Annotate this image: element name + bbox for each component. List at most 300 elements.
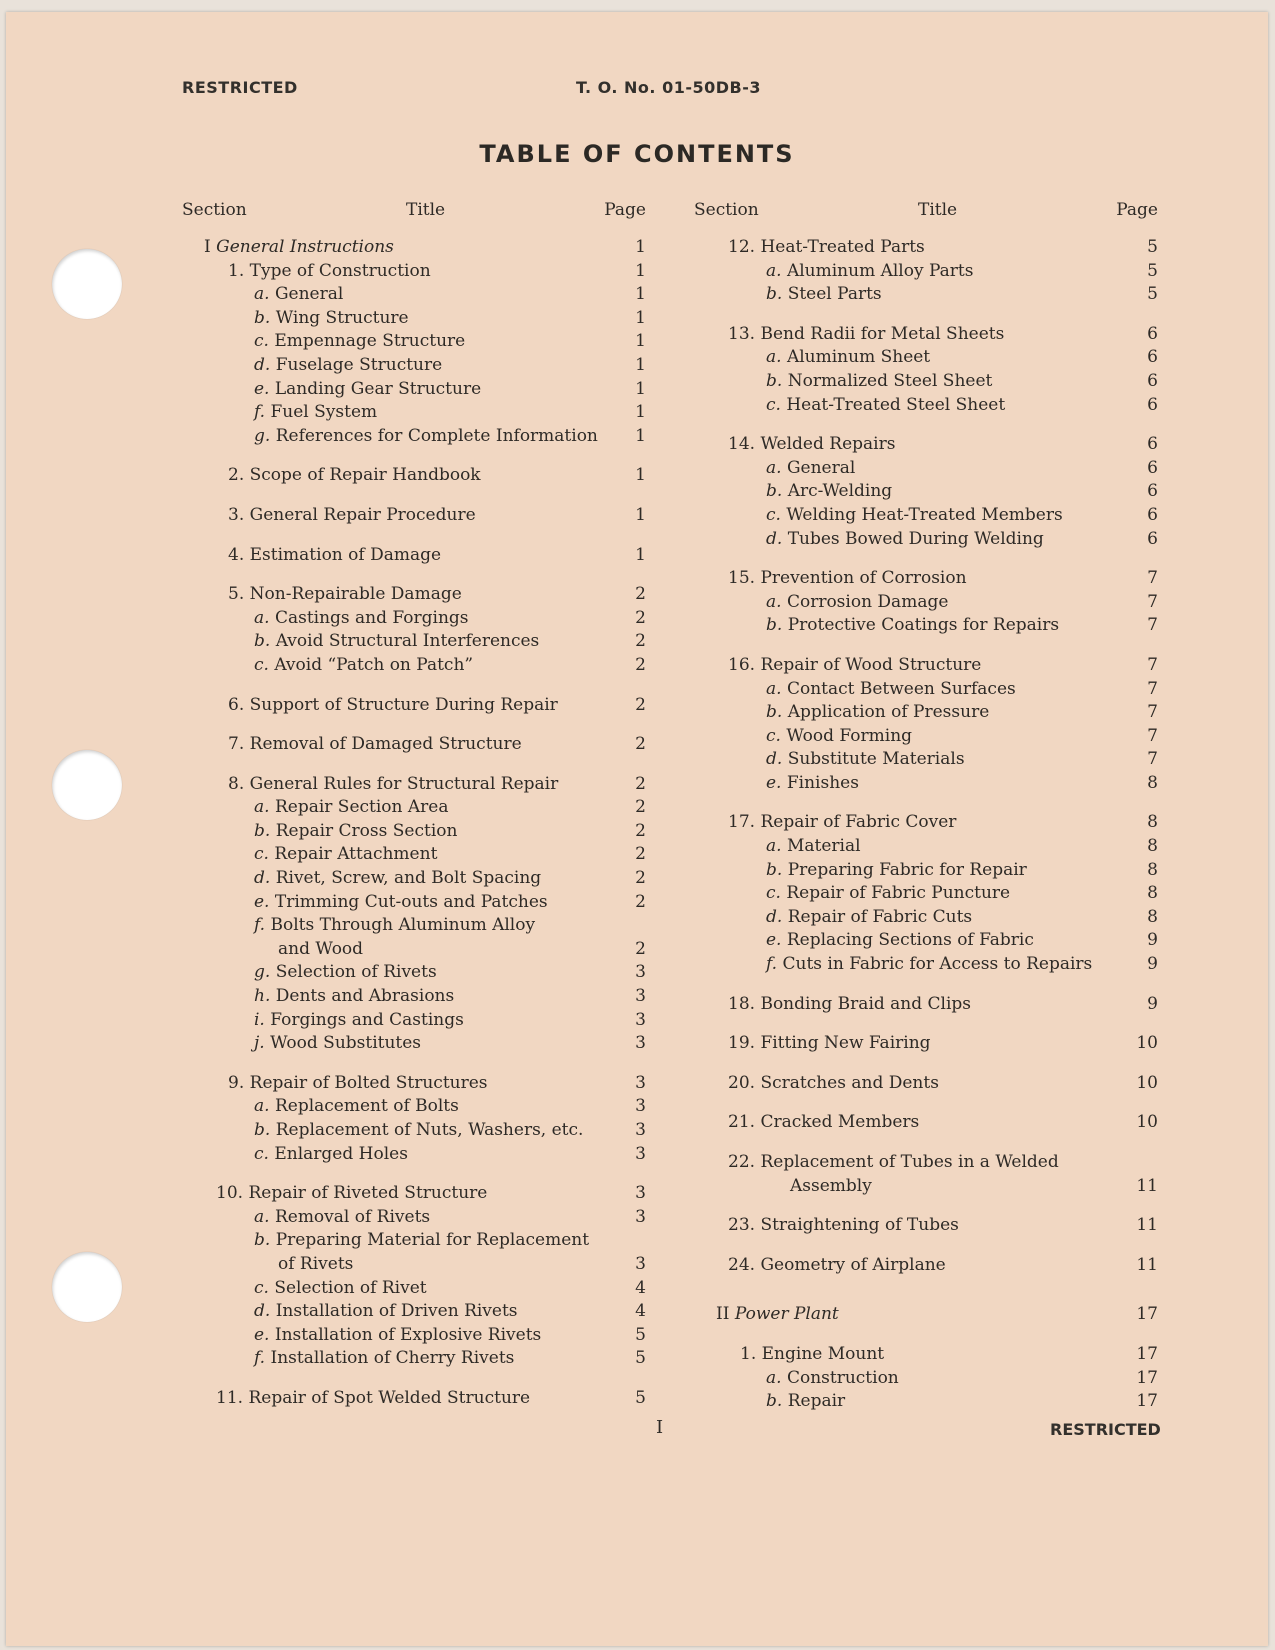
toc-entry-number: a. <box>254 607 270 628</box>
toc-entry-text <box>254 378 481 402</box>
toc-entry-title: Repair of Fabric Cover <box>760 812 957 833</box>
toc-entry <box>694 1390 1158 1414</box>
toc-entry-text <box>766 906 972 930</box>
toc-entry-number: c. <box>254 844 269 865</box>
toc-entry-page: 7 <box>1147 725 1158 746</box>
toc-entry-number: h. <box>254 986 271 1007</box>
toc-entry-page: 6 <box>1147 481 1158 502</box>
toc-entry-page: 9 <box>1147 954 1158 975</box>
binder-hole <box>52 1252 122 1322</box>
toc-entry-number: b. <box>254 820 271 841</box>
toc-entry <box>182 630 646 654</box>
toc-entry <box>694 929 1158 953</box>
toc-entry-text <box>254 1206 430 1230</box>
toc-entry-number: 2. <box>228 465 245 486</box>
toc-entry-title: Substitute Materials <box>787 749 965 770</box>
toc-entry <box>182 985 646 1009</box>
page-folio: I <box>656 1417 664 1438</box>
toc-entry-text <box>254 985 454 1009</box>
binder-hole <box>52 249 122 319</box>
toc-entry-title: Installation of Cherry Rivets <box>270 1348 515 1369</box>
toc-entry-number: j. <box>254 1033 265 1054</box>
column-headers <box>182 200 646 236</box>
toc-entry-page: 7 <box>1147 678 1158 699</box>
toc-entry-text <box>278 1253 353 1277</box>
toc-entry-text <box>254 1229 589 1253</box>
toc-entry-title: Corrosion Damage <box>786 591 949 612</box>
toc-entry-title: Engine Mount <box>761 1343 885 1364</box>
toc-entry <box>182 1095 646 1119</box>
toc-entry-text <box>766 457 855 481</box>
toc-entry-page: 1 <box>635 284 646 305</box>
toc-entry-text <box>728 1072 939 1096</box>
header-title: Title <box>918 200 958 220</box>
toc-entry-page: 7 <box>1147 615 1158 636</box>
toc-entry-text <box>728 1254 946 1278</box>
toc-entry-text <box>728 1151 1059 1175</box>
toc-entry <box>694 457 1158 481</box>
toc-entry-text <box>254 867 541 891</box>
toc-entry-title: Bonding Braid and Clips <box>760 993 972 1014</box>
toc-entry-text <box>228 544 441 568</box>
toc-entry-text <box>728 433 895 457</box>
toc-entry-title: Repair of Riveted Structure <box>248 1183 488 1204</box>
toc-entry-title: Rivet, Screw, and Bolt Spacing <box>275 868 542 889</box>
toc-entry <box>694 433 1158 457</box>
toc-entry-page: 2 <box>635 797 646 818</box>
toc-entry-title: Scratches and Dents <box>760 1072 939 1093</box>
toc-entry <box>694 591 1158 615</box>
toc-entry-page: 1 <box>635 354 646 375</box>
toc-entry <box>182 1324 646 1348</box>
toc-entry-page: 2 <box>635 938 646 959</box>
toc-entry-page: 5 <box>635 1387 646 1408</box>
toc-entry-page: 11 <box>1136 1254 1158 1275</box>
toc-entry-page: 1 <box>635 425 646 446</box>
toc-entry-text <box>766 772 859 796</box>
toc-entry-page: 3 <box>635 986 646 1007</box>
toc-entry-number: 8. <box>228 773 245 794</box>
toc-entry-number: 21. <box>728 1112 756 1133</box>
toc-entry-title: Castings and Forgings <box>274 607 469 628</box>
toc-entry-number: d. <box>766 906 783 927</box>
toc-entry-text <box>766 882 1010 906</box>
toc-entry <box>182 773 646 797</box>
toc-entry-page: 3 <box>635 1253 646 1274</box>
toc-entry-title: Replacement of Bolts <box>274 1096 459 1117</box>
toc-entry <box>182 378 646 402</box>
toc-entry <box>182 733 646 757</box>
toc-entry-page: 10 <box>1136 1072 1158 1093</box>
toc-entry <box>182 1253 646 1277</box>
toc-entry-number: a. <box>766 678 782 699</box>
toc-entry-title: Aluminum Sheet <box>786 347 931 368</box>
header-page: Page <box>604 200 646 220</box>
toc-entry-text <box>728 993 971 1017</box>
toc-entry-text <box>728 1111 919 1135</box>
header-classification: RESTRICTED <box>182 78 298 97</box>
toc-entry-title: General <box>274 284 344 305</box>
toc-entry-number: a. <box>766 1367 782 1388</box>
toc-entry <box>694 236 1158 260</box>
toc-entry <box>694 701 1158 725</box>
toc-entry-number: a. <box>254 797 270 818</box>
toc-entry-text <box>728 1214 959 1238</box>
toc-entry-title: Welded Repairs <box>760 434 896 455</box>
toc-entry-text <box>254 1347 514 1371</box>
toc-entry-number: a. <box>766 347 782 368</box>
toc-entry-page: 2 <box>635 694 646 715</box>
toc-entry-text <box>254 1009 464 1033</box>
toc-entry-title: Heat-Treated Steel Sheet <box>786 394 1006 415</box>
toc-entry-page: 8 <box>1147 812 1158 833</box>
toc-entry-text <box>254 307 409 331</box>
toc-entry-number: b. <box>766 859 783 880</box>
toc-entry-title: Repair <box>787 1391 846 1412</box>
toc-entry-number: e. <box>254 1324 270 1345</box>
toc-entry-title: Tubes Bowed During Welding <box>787 528 1044 549</box>
toc-entry-number: a. <box>766 836 782 857</box>
toc-entry-text <box>228 260 431 284</box>
toc-entry-title: Construction <box>786 1367 899 1388</box>
toc-entry-page: 3 <box>635 1206 646 1227</box>
toc-entry-page: 5 <box>635 1324 646 1345</box>
toc-entry-title: Dents and Abrasions <box>275 986 455 1007</box>
toc-entry <box>694 567 1158 591</box>
toc-entry-text <box>254 654 473 678</box>
toc-entry-page: 1 <box>635 378 646 399</box>
toc-entry-text <box>766 835 861 859</box>
toc-entry-page: 7 <box>1147 568 1158 589</box>
toc-entry-title: Fuselage Structure <box>275 354 443 375</box>
toc-entry-page: 2 <box>635 631 646 652</box>
toc-entry-page: 9 <box>1147 930 1158 951</box>
toc-entry-page: 17 <box>1136 1391 1158 1412</box>
toc-entry-number: g. <box>254 962 271 983</box>
toc-entry-text <box>766 504 1063 528</box>
toc-entry-page: 7 <box>1147 654 1158 675</box>
toc-entry-number: a. <box>766 591 782 612</box>
toc-entry-number: f. <box>254 915 266 936</box>
toc-entry-number: e. <box>766 772 782 793</box>
toc-entry-page: 11 <box>1136 1175 1158 1196</box>
toc-entry-text <box>728 567 967 591</box>
toc-entry-page: 7 <box>1147 702 1158 723</box>
toc-entry-text <box>790 1175 872 1199</box>
toc-entry-page: 3 <box>635 1096 646 1117</box>
toc-entry-text <box>766 953 1092 977</box>
toc-entry-number: b. <box>766 481 783 502</box>
toc-entry-text <box>254 330 465 354</box>
toc-entry-title: Avoid “Patch on Patch” <box>274 654 474 675</box>
toc-entry-title: Contact Between Surfaces <box>786 678 1016 699</box>
toc-entry-page: 2 <box>635 868 646 889</box>
toc-entry-text <box>766 859 1027 883</box>
toc-entry-page: 2 <box>635 844 646 865</box>
toc-entry-text <box>216 1182 487 1206</box>
toc-entry-number: 1. <box>740 1343 757 1364</box>
toc-entry <box>182 938 646 962</box>
toc-entry <box>182 1182 646 1206</box>
toc-entry-title: Installation of Explosive Rivets <box>274 1324 542 1345</box>
toc-entry-page: 3 <box>635 1120 646 1140</box>
toc-entry-text <box>766 1390 845 1414</box>
toc-entry <box>694 528 1158 552</box>
toc-entry-page: 8 <box>1147 906 1158 927</box>
toc-entry <box>182 1143 646 1167</box>
toc-entry-number: 24. <box>728 1254 756 1275</box>
toc-entry-number: c. <box>254 1143 269 1164</box>
toc-entry-number: a. <box>766 457 782 478</box>
toc-entry-title: Protective Coatings for Repairs <box>787 615 1060 636</box>
toc-entry <box>182 1206 646 1230</box>
toc-entry-page: 8 <box>1147 859 1158 880</box>
toc-entry-title: Geometry of Airplane <box>760 1254 946 1275</box>
toc-entry-text <box>228 504 476 528</box>
toc-entry-page: 9 <box>1147 993 1158 1014</box>
toc-entry-text <box>254 1277 427 1301</box>
toc-entry-text <box>728 323 1004 347</box>
toc-entry-text <box>254 843 437 867</box>
toc-entry <box>182 283 646 307</box>
toc-entry-page: 2 <box>635 584 646 605</box>
toc-entry-number: e. <box>254 378 270 399</box>
toc-entry-page: 5 <box>1147 260 1158 281</box>
toc-entry <box>182 961 646 985</box>
toc-entry-title: General Instructions <box>216 237 394 257</box>
toc-entry-number: c. <box>254 654 269 675</box>
document-page <box>6 12 1268 1646</box>
toc-entry-page: 1 <box>635 237 646 257</box>
toc-entry-number: 23. <box>728 1215 756 1236</box>
toc-entry-number: b. <box>766 370 783 391</box>
toc-entry <box>694 480 1158 504</box>
toc-entry-number: 10. <box>216 1183 244 1204</box>
toc-entry-text <box>728 1032 931 1056</box>
toc-entry <box>182 236 646 260</box>
toc-entry-page: 1 <box>635 544 646 565</box>
toc-entry-text <box>254 401 377 425</box>
toc-entry-number: 4. <box>228 544 245 565</box>
toc-entry-text <box>216 1387 530 1411</box>
toc-entry-title: References for Complete Information <box>275 425 598 446</box>
toc-entry-text <box>728 811 956 835</box>
toc-entry-text <box>254 961 437 985</box>
toc-entry-text <box>228 464 481 488</box>
toc-entry <box>694 906 1158 930</box>
toc-entry <box>182 654 646 678</box>
toc-entry-number: 19. <box>728 1033 756 1054</box>
toc-entry-page: 3 <box>635 1183 646 1204</box>
toc-entry-text <box>254 283 343 307</box>
column-headers <box>694 200 1158 236</box>
toc-entry <box>694 1175 1158 1199</box>
header-title: Title <box>406 200 446 220</box>
toc-entry-title: Empennage Structure <box>274 331 466 352</box>
toc-entry-number: b. <box>254 631 271 652</box>
toc-entry <box>182 1277 646 1301</box>
toc-entry-page: 8 <box>1147 836 1158 857</box>
toc-entry-page: 8 <box>1147 883 1158 904</box>
toc-entry-title: Avoid Structural Interferences <box>275 631 540 652</box>
toc-entry <box>694 614 1158 638</box>
toc-entry-page: 6 <box>1147 434 1158 455</box>
toc-entry-text <box>254 354 442 378</box>
toc-entry <box>694 772 1158 796</box>
toc-entry-title: Repair Attachment <box>274 844 438 865</box>
toc-entry <box>182 1229 646 1253</box>
toc-entry-title: General <box>786 457 856 478</box>
toc-entry <box>182 504 646 528</box>
toc-entry <box>694 1111 1158 1135</box>
toc-entry-title: General Repair Procedure <box>249 504 476 525</box>
toc-entry-page: 7 <box>1147 749 1158 770</box>
toc-entry-page: 11 <box>1136 1215 1158 1236</box>
toc-entry-title: Landing Gear Structure <box>274 378 482 399</box>
toc-entry-number: d. <box>254 354 271 375</box>
toc-entry-number: e. <box>254 891 270 912</box>
toc-entry-title: Repair Section Area <box>274 797 449 818</box>
header-page: Page <box>1116 200 1158 220</box>
toc-entry <box>182 1387 646 1411</box>
toc-entry <box>182 307 646 331</box>
toc-entry-number: g. <box>254 425 271 446</box>
toc-entry <box>182 464 646 488</box>
toc-entry-title: Finishes <box>786 772 859 793</box>
toc-entry-text <box>278 938 363 962</box>
toc-entry-number: 7. <box>228 734 245 755</box>
toc-entry-text <box>766 701 989 725</box>
toc-entry <box>694 835 1158 859</box>
toc-entry-title: Type of Construction <box>249 260 431 281</box>
toc-entry-number: a. <box>254 1206 270 1227</box>
toc-entry-number: b. <box>766 1391 783 1412</box>
header-section: Section <box>182 200 247 220</box>
toc-entry-text <box>254 607 469 631</box>
toc-entry-text <box>228 733 522 757</box>
toc-entry-page: 2 <box>635 607 646 628</box>
toc-entry-text <box>766 346 930 370</box>
toc-entry <box>694 370 1158 394</box>
toc-entry-page: 6 <box>1147 457 1158 478</box>
toc-entry <box>694 283 1158 307</box>
toc-entry-page: 7 <box>1147 591 1158 612</box>
toc-entry <box>694 323 1158 347</box>
toc-entry-text <box>766 678 1016 702</box>
toc-entry <box>182 843 646 867</box>
toc-entry-title: Preparing Material for Replacement <box>275 1230 590 1251</box>
toc-entry-title: Power Plant <box>734 1304 839 1325</box>
toc-entry-text <box>728 654 981 678</box>
toc-entry-number: 14. <box>728 434 756 455</box>
toc-entry-page: 17 <box>1136 1343 1158 1364</box>
toc-entry <box>182 914 646 938</box>
toc-entry-title: Prevention of Corrosion <box>760 568 967 589</box>
toc-entry-title: Installation of Driven Rivets <box>275 1301 518 1322</box>
toc-entry-page: 2 <box>635 773 646 794</box>
toc-entry <box>182 891 646 915</box>
toc-entry-page: 3 <box>635 1072 646 1093</box>
footer-classification: RESTRICTED <box>1050 1420 1161 1439</box>
toc-entry-page: 10 <box>1136 1033 1158 1054</box>
toc-entry-title: Replacement of Nuts, Washers, etc. <box>275 1120 584 1140</box>
toc-entry <box>694 504 1158 528</box>
toc-entry <box>694 1151 1158 1175</box>
toc-entry-page: 6 <box>1147 370 1158 391</box>
toc-entry-text <box>766 528 1044 552</box>
toc-entry-page: 2 <box>635 820 646 841</box>
toc-entry-page: 6 <box>1147 528 1158 549</box>
toc-entry <box>694 1254 1158 1278</box>
toc-entry-title: Replacement of Tubes in a Welded <box>760 1152 1059 1172</box>
toc-entry-title: Straightening of Tubes <box>760 1215 959 1236</box>
toc-entry-title: Removal of Damaged Structure <box>249 734 522 755</box>
toc-entry <box>182 607 646 631</box>
toc-entry-title: Support of Structure During Repair <box>249 694 558 715</box>
toc-entry <box>694 859 1158 883</box>
toc-entry-text <box>766 394 1005 418</box>
toc-entry <box>694 953 1158 977</box>
toc-entry-page: 6 <box>1147 347 1158 368</box>
toc-entry-text <box>254 820 457 844</box>
toc-entry-page: 1 <box>635 260 646 281</box>
toc-entry-number: a. <box>766 260 782 281</box>
toc-entry-text <box>254 1143 408 1167</box>
toc-entry-page: 6 <box>1147 504 1158 525</box>
toc-entry-text <box>766 725 912 749</box>
toc-entry-text <box>204 236 394 260</box>
toc-entry-title: Repair of Wood Structure <box>760 654 982 675</box>
page-title: TABLE OF CONTENTS <box>479 140 795 168</box>
toc-entry-page: 3 <box>635 1009 646 1030</box>
toc-entry-number: b. <box>254 307 271 328</box>
toc-entry <box>694 882 1158 906</box>
toc-entry-page: 1 <box>635 465 646 486</box>
toc-entry-number: 12. <box>728 237 756 257</box>
toc-entry-number: c. <box>766 504 781 525</box>
toc-entry-page: 3 <box>635 962 646 983</box>
toc-entry <box>182 260 646 284</box>
toc-entry-title: Repair Cross Section <box>275 820 458 841</box>
toc-entry-title: Assembly <box>790 1175 872 1196</box>
toc-entry-page: 4 <box>635 1277 646 1298</box>
toc-entry-title: Forgings and Castings <box>270 1009 464 1030</box>
toc-entry-title: Non-Repairable Damage <box>249 584 462 605</box>
toc-entry <box>182 796 646 820</box>
toc-entry-number: d. <box>254 1301 271 1322</box>
toc-entry <box>182 694 646 718</box>
toc-entry-text <box>254 1095 459 1119</box>
toc-entry-number: c. <box>766 883 781 904</box>
toc-entry-page: 1 <box>635 504 646 525</box>
toc-entry-page: 4 <box>635 1301 646 1322</box>
toc-entry-number: c. <box>254 1277 269 1298</box>
toc-entry-number: II <box>716 1304 730 1325</box>
toc-entry-title: Arc-Welding <box>787 481 893 502</box>
toc-entry-number: b. <box>766 615 783 636</box>
toc-entry-title: Application of Pressure <box>787 702 990 723</box>
toc-entry-text <box>766 614 1059 638</box>
toc-entry-title: Repair of Fabric Cuts <box>787 906 973 927</box>
header-document-number: T. O. No. 01-50DB-3 <box>576 78 761 97</box>
toc-entry <box>694 1303 1158 1327</box>
toc-entry-title: Normalized Steel Sheet <box>787 370 993 391</box>
toc-entry-number: I <box>204 237 211 257</box>
toc-entry <box>182 330 646 354</box>
toc-entry-text <box>766 260 973 284</box>
toc-entry-number: 17. <box>728 812 756 833</box>
toc-entry <box>694 346 1158 370</box>
